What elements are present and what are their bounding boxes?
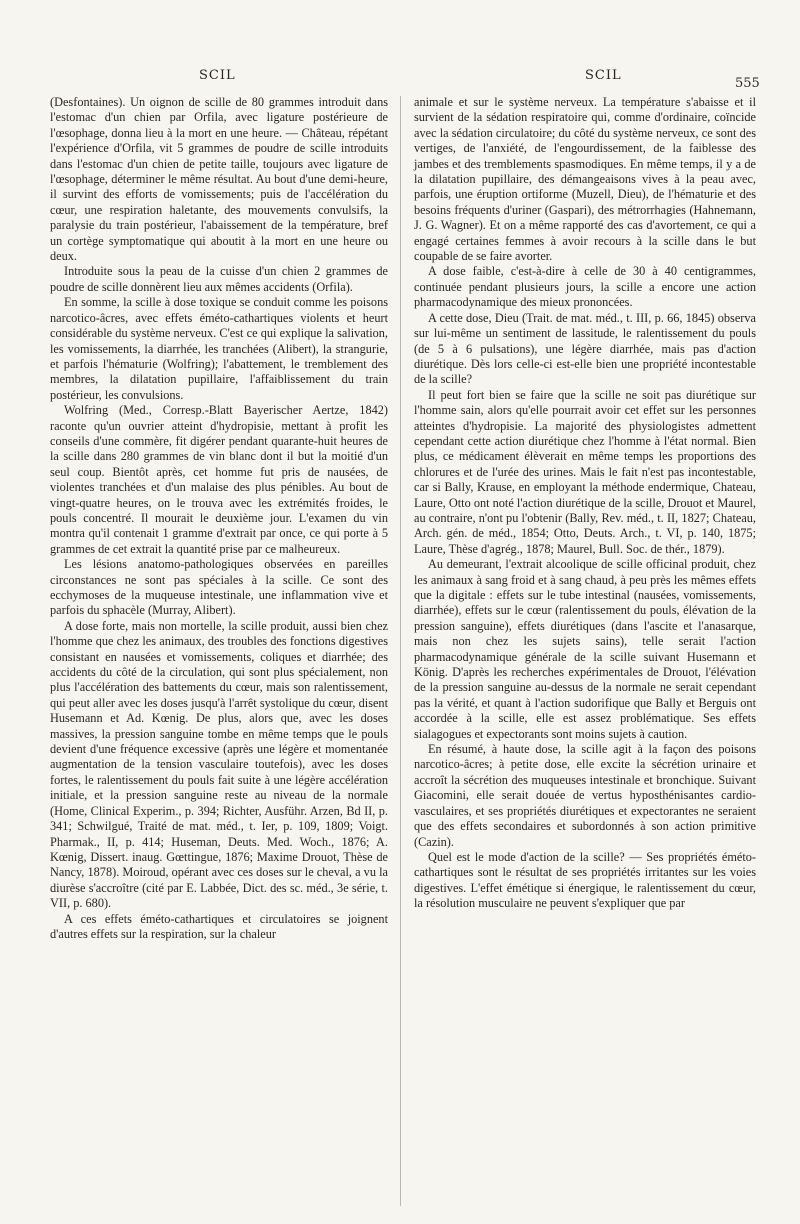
paragraph: A dose forte, mais non mortelle, la scille produit, aussi bien chez l'homme que chez les animaux, des troubles des fonctions digestives consistant en nausées et vomissements, coliques et diarrhée; des accidents du côté de la circulation, qui sont plus spécialement, non plus l'accélération des battements du cœur, mais son ralentissement, qui peut aller avec les doses jusqu'à l'arrêt systolique du cœur, disent Husemann et Ad. Kœnig. De plus, alors que, avec les doses massives, la pression sanguine tombe en même temps que le pouls devient d'une fréquence excessive (après une légère et momentanée augmentation de la tension vasculaire toutefois), avec les doses fortes, le ralentissement du pouls fait suite à une légère accélération initiale, et la pression sanguine reste au niveau de la normale (Home, Clinical Experim., p. 394; Richter, Ausführ. Arzen, Bd II, p. 341; Schwilgué, Traité de mat. méd., t. Ier, p. 109, 1809; Voigt. Pharmak., II, p. 414; Huseman, Deuts. Med. Woch., 1876; A. Kœnig, Dissert. inaug. Gœttingue, 1876; Maxime Drouot, Thèse de Nancy, 1878). Moiroud, opérant avec ces doses sur le cheval, a vu la diurèse s'accroître (cité par E. Labbée, Dict. des sc. méd., 3e série, t. VII, p. 680).: [50, 618, 388, 911]
left-column: [50, 95, 388, 942]
paragraph: Introduite sous la peau de la cuisse d'un chien 2 grammes de poudre de scille donnèrent lieu aux mêmes accidents (Orfila).: [50, 264, 388, 294]
paragraph: A ces effets émétо-cathartiques et circulatoires se joignent d'autres effets sur la respiration, sur la chaleur: [50, 911, 388, 941]
paragraph: Quel est le mode d'action de la scille? — Ses propriétés émétо-cathartiques sont le résultat de ses propriétés irritantes sur les voies digestives. L'effet émétique si énergique, le ralentissement du cœur, la résolution musculaire ne peuvent s'expliquer que par: [414, 849, 756, 911]
paragraph: Les lésions anatomo-pathologiques observées en pareilles circonstances ne sont pas spéciales à la scille. Ce sont des ecchymoses de la muqueuse intestinale, une inflammation vive et parfois du sphacèle (Murray, Alibert).: [50, 557, 388, 618]
column-divider: [400, 96, 401, 1206]
right-column: [414, 95, 756, 912]
paragraph: En résumé, à haute dose, la scille agit à la façon des poisons narcotico-âcres; à petite dose, elle excite la sécrétion urinaire et accroît la sécrétion des muqueuses intestinale et bronchique. Suivant Giacomini, elle serait douée de vertus hyposthénisantes cardio-vasculaires, et ses propriétés diurétiques et expectorantes ne seraient que des effets secondaires et subordonnés à son action primitive (Cazin).: [414, 742, 756, 849]
paragraph: En somme, la scille à dose toxique se conduit comme les poisons narcotico-âcres, avec effets émétо-cathartiques violents et heurt considérable du système nerveux. C'est ce qui explique la salivation, les vomissements, la diarrhée, les tranchées (Alibert), la strangurie, et parfois l'hématurie (Wolfring); l'abattement, le tremblement des membres, la dilatation pupillaire, l'affaiblissement du train postérieur, les convulsions.: [50, 295, 388, 402]
running-header-left: SCIL: [199, 68, 236, 83]
paragraph: A dose faible, c'est-à-dire à celle de 30 à 40 centigrammes, continuée pendant plusieurs jours, la scille a encore une action pharmacodynamique des mieux prononcées.: [414, 264, 756, 310]
paragraph: Il peut fort bien se faire que la scille ne soit pas diurétique sur l'homme sain, alors qu'elle pourrait avoir cet effet sur les personnes atteintes d'hydropisie. La majorité des physiologistes admettent cependant cette action diurétique chez l'homme à l'état normal. Bien plus, ce médicament élèverait en même temps les proportions des chlorures et de l'urée des urines. Mais le fait n'est pas incontestable, car si Bally, Krause, en employant la méthode endermique, Chateau, Laure, Otto ont noté l'action diurétique de la scille, Drouot et Maurel, au contraire, n'ont pu l'obtenir (Bally, Rev. méd., t. II, 1827; Chateau, Arch. gén. de méd., 1854; Otto, Deuts. Arch., t. VI, p. 140, 1875; Laure, Thèse d'agrég., 1878; Maurel, Bull. Soc. de thér., 1879).: [414, 387, 756, 556]
paragraph: A cette dose, Dieu (Trait. de mat. méd., t. III, p. 66, 1845) observa sur lui-même un sentiment de lassitude, le ralentissement du pouls (de 5 à 6 pulsations), une légère diarrhée, mais pas d'action diurétique. Dès lors celle-ci est-elle bien une propriété incontestable de la scille?: [414, 310, 756, 387]
paragraph: Wolfring (Med., Corresp.-Blatt Bayerischer Aertze, 1842) raconte qu'un ouvrier atteint d'hydropisie, mettant à profit les conseils d'une commère, fit digérer pendant quarante-huit heures de la scille dans 280 grammes de vin blanc dont il but la moitié d'un seul coup. Bientôt après, cet homme fut pris de nausées, de violentes tranchées et d'un malaise des plus pénibles. Au bout de vingt-quatre heures, on le trouva avec les extrémités froides, le pouls concentré. Il mourait le deuxième jour. L'examen du vin montra qu'il contenait 1 gramme d'extrait par once, ce qui porte à 5 grammes de cet extrait la quantité prise par ce malheureux.: [50, 403, 388, 556]
running-header-right: SCIL: [585, 68, 622, 83]
page-number: 555: [735, 76, 760, 91]
paragraph: (Desfontaines). Un oignon de scille de 80 grammes introduit dans l'estomac d'un chien par Orfila, avec ligature postérieure de l'œsophage, donna lieu à la mort en une heure. — Château, répétant l'expérience d'Orfila, vit 5 grammes de poudre de scille introduits dans l'estomac d'un chien de petite taille, toujours avec ligature de l'œsophage, déterminer le même résultat. Au bout d'une demi-heure, il survint des efforts de vomissements; puis de l'accélération du cœur, une respiration haletante, des mouvements convulsifs, la paralysie du train postérieur, l'abaissement de la température, bref un cortège symptomatique qui aboutit à la mort en une heure ou deux.: [50, 95, 388, 264]
paragraph: Au demeurant, l'extrait alcoolique de scille officinal produit, chez les animaux à sang froid et à sang chaud, à peu près les mêmes effets que la digitale : effets sur le tube intestinal (nausées, vomissements, diarrhée), effets sur le cœur (ralentissement du pouls, élévation de la pression sanguine), effets diurétiques (dans l'ascite et l'anasarque, mais non chez les sujets sains), telle serait l'action pharmacodynamique générale de la scille suivant Husemann et König. D'après les recherches expérimentales de Drouot, l'élévation de la pression sanguine au-dessus de la normale ne serait cependant pas la vérité, et quant à l'action sudorifique que Bally et Berguis ont accordée à la scille, elle est assez problématique. Ses effets sialagogues et expectorants sont moins sujets à caution.: [414, 557, 756, 741]
paragraph: animale et sur le système nerveux. La température s'abaisse et il survient de la sédation respiratoire qui, comme d'ordinaire, coïncide avec la sédation circulatoire; du côté du système nerveux, ce sont des vertiges, de l'anxiété, de l'engourdissement, de la faiblesse des jambes et des tremblements spasmodiques. En même temps, il y a de la dilatation pupillaire, des démangeaisons vives à la peau avec, parfois, une éruption ortiforme (Muzell, Dieu), de l'hématurie et des besoins fréquents d'uriner (Gaspari), des métrorrhagies (Hahnemann, J. G. Wagner). Et on a même rapporté des cas d'avortement, ce qui a engagé certaines femmes à avoir recours à la scille dans le but coupable de se faire avorter.: [414, 95, 756, 264]
